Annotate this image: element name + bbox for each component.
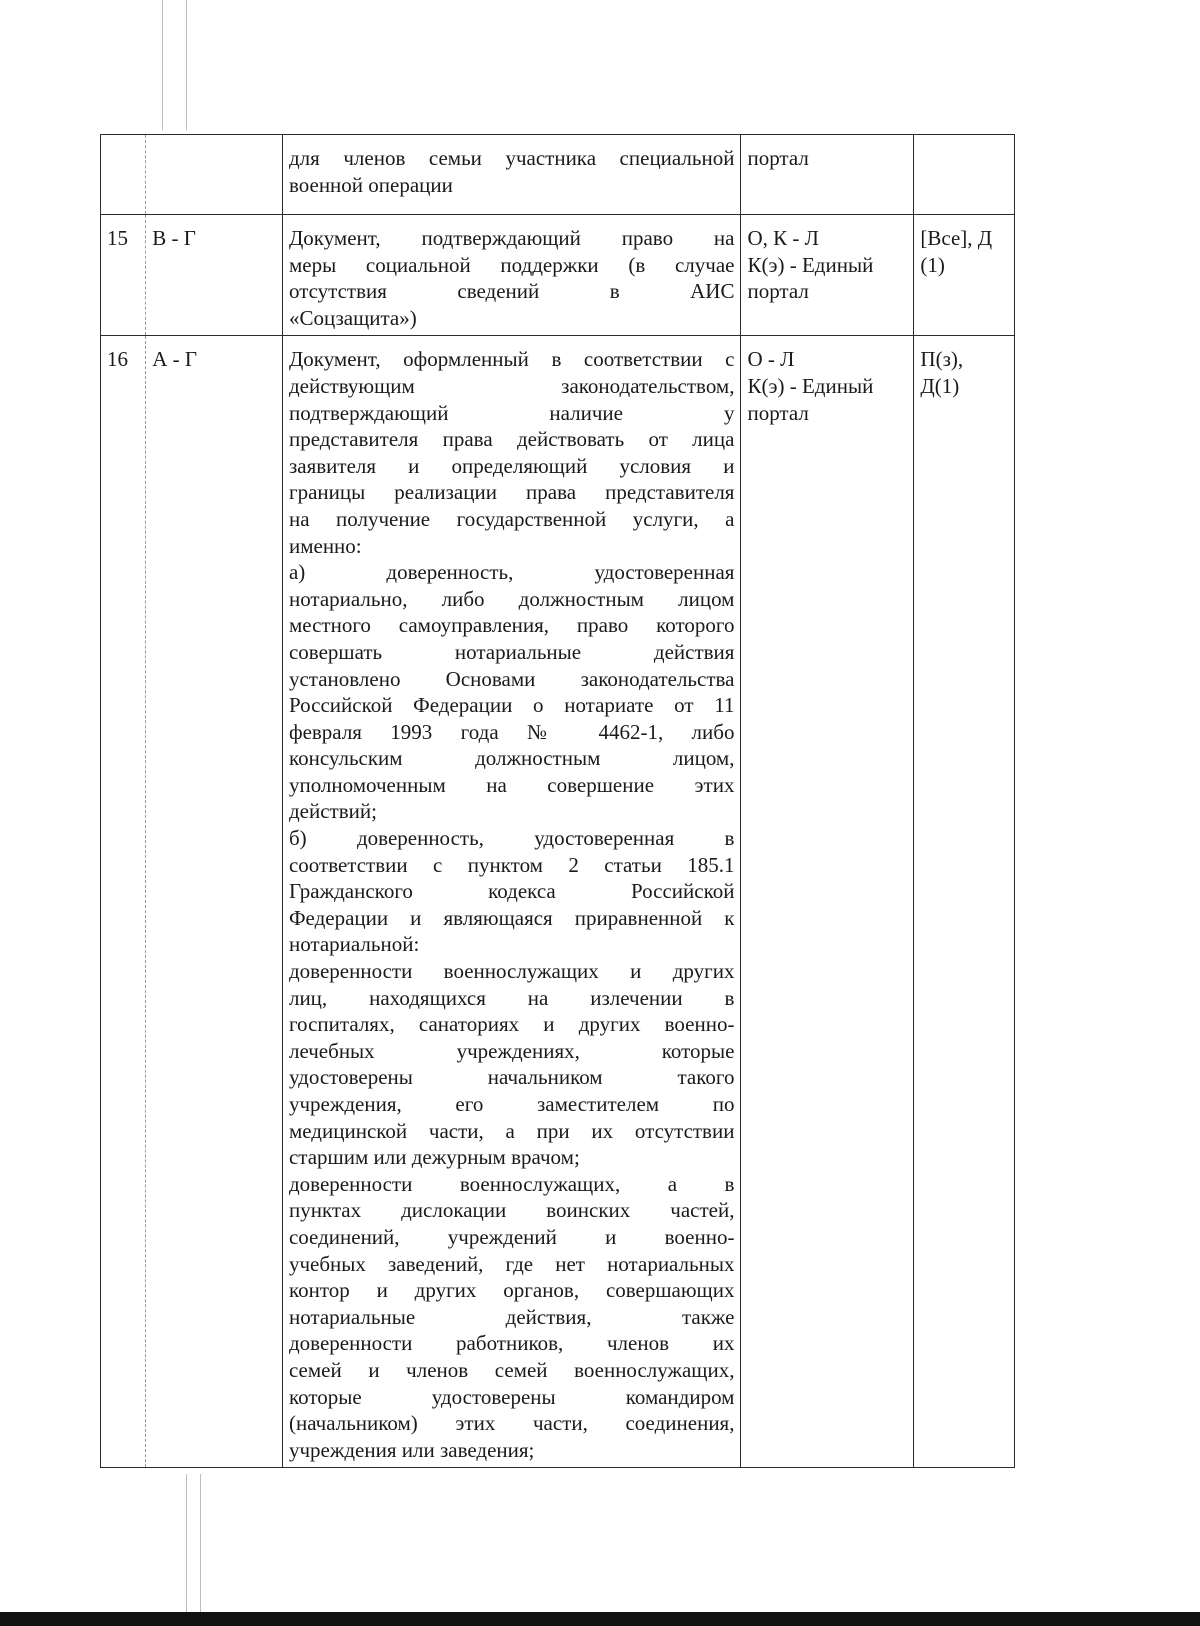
document-text-line: пунктах дислокации воинских частей, bbox=[288, 1198, 735, 1223]
document-text-line: удостоверены начальником такого bbox=[288, 1065, 735, 1090]
document-text-line: Документ, подтверждающий право на bbox=[288, 226, 735, 250]
document-description-cell bbox=[282, 336, 741, 1468]
document-text-line: подтверждающий наличие у bbox=[288, 400, 735, 425]
document-description-cell bbox=[282, 215, 741, 336]
document-text-line: которые удостоверены командиром bbox=[288, 1384, 735, 1409]
row-number-cell: 15 bbox=[101, 215, 146, 336]
submission-method-cell: портал bbox=[741, 135, 914, 215]
note-cell: [Все], Д (1) bbox=[914, 215, 1015, 336]
document-text-line: совершать нотариальные действия bbox=[288, 639, 735, 664]
category-cell: А - Г bbox=[146, 336, 283, 1468]
document-text-line: местного самоуправления, право которого bbox=[288, 613, 735, 638]
document-description-cell bbox=[282, 135, 741, 215]
document-text-line: старшим или дежурным врачом; bbox=[288, 1145, 580, 1170]
document-text-line: соответствии с пунктом 2 статьи 185.1 bbox=[288, 852, 735, 877]
scan-bottom-edge bbox=[0, 1612, 1200, 1626]
document-text-line: консульским должностным лицом, bbox=[288, 746, 735, 771]
table-row bbox=[101, 135, 1015, 215]
category-cell: В - Г bbox=[146, 215, 283, 336]
submission-method-cell: О - Л К(э) - Единый портал bbox=[741, 336, 914, 1468]
document-text-line: лечебных учреждениях, которые bbox=[288, 1038, 735, 1063]
document-text-line: действий; bbox=[288, 799, 377, 824]
document-table bbox=[100, 134, 1015, 1468]
document-text-line: уполномоченным на совершение этих bbox=[288, 772, 735, 797]
document-text-line: (начальником) этих части, соединения, bbox=[288, 1411, 735, 1436]
table-row bbox=[101, 336, 1015, 1468]
document-text-line: доверенности работников, членов их bbox=[288, 1331, 735, 1356]
document-text-line: Российской Федерации о нотариате от 11 bbox=[288, 693, 735, 718]
document-text-line: лиц, находящихся на излечении в bbox=[288, 985, 735, 1010]
document-text-line: военной операции bbox=[288, 172, 453, 197]
document-text-line: февраля 1993 года № 4462-1, либо bbox=[288, 719, 735, 744]
document-text-line: нотариальные действия, также bbox=[288, 1304, 735, 1329]
document-text-line: отсутствия сведений в АИС bbox=[288, 279, 735, 304]
document-text-line: на получение государственной услуги, а bbox=[288, 506, 735, 531]
document-text-line: границы реализации права представителя bbox=[288, 480, 735, 505]
document-text-line: доверенности военнослужащих и других bbox=[288, 959, 735, 984]
note-cell bbox=[914, 135, 1015, 215]
scan-artifact-line bbox=[162, 0, 163, 130]
scan-artifact-line bbox=[186, 0, 187, 130]
document-text-line: Федерации и являющаяся приравненной к bbox=[288, 905, 735, 930]
document-text-line: медицинской части, а при их отсутствии bbox=[288, 1118, 735, 1143]
document-text-line: а) доверенность, удостоверенная bbox=[288, 560, 735, 585]
document-text-line: учебных заведений, где нет нотариальных bbox=[288, 1251, 735, 1276]
document-text-line: установлено Основами законодательства bbox=[288, 666, 735, 691]
document-text-line: нотариальной: bbox=[288, 932, 420, 957]
document-text-line: нотариально, либо должностным лицом bbox=[288, 586, 735, 611]
note-cell: П(з), Д(1) bbox=[914, 336, 1015, 1468]
document-text-line: действующим законодательством, bbox=[288, 373, 735, 398]
document-text-line: именно: bbox=[288, 533, 362, 558]
document-text-line: Документ, оформленный в соответствии с bbox=[288, 347, 735, 372]
document-text-line: соединений, учреждений и военно- bbox=[288, 1224, 735, 1249]
table-row bbox=[101, 215, 1015, 336]
document-text-line: для членов семьи участника специальной bbox=[288, 146, 735, 170]
document-text-line: госпиталях, санаториях и других военно- bbox=[288, 1012, 735, 1037]
document-text-line: меры социальной поддержки (в случае bbox=[288, 252, 735, 277]
row-number-cell: 16 bbox=[101, 336, 146, 1468]
scan-artifact-line bbox=[186, 1474, 187, 1614]
document-text-line: доверенности военнослужащих, а в bbox=[288, 1171, 735, 1196]
document-text-line: представителя права действовать от лица bbox=[288, 427, 735, 452]
document-text-line: семей и членов семей военнослужащих, bbox=[288, 1357, 735, 1382]
document-text-line: учреждения, его заместителем по bbox=[288, 1092, 735, 1116]
row-number-cell bbox=[101, 135, 146, 215]
table-body bbox=[101, 135, 1015, 1468]
document-text-line: «Соцзащита») bbox=[288, 305, 417, 330]
document-text-line: контор и других органов, совершающих bbox=[288, 1278, 735, 1303]
document-text-line: учреждения или заведения; bbox=[288, 1437, 535, 1462]
submission-method-cell: О, К - Л К(э) - Единый портал bbox=[741, 215, 914, 336]
scan-artifact-line bbox=[200, 1474, 201, 1614]
category-cell bbox=[146, 135, 283, 215]
document-text-line: б) доверенность, удостоверенная в bbox=[288, 826, 735, 851]
document-text-line: Гражданского кодекса Российской bbox=[288, 879, 735, 904]
document-text-line: заявителя и определяющий условия и bbox=[288, 453, 735, 478]
